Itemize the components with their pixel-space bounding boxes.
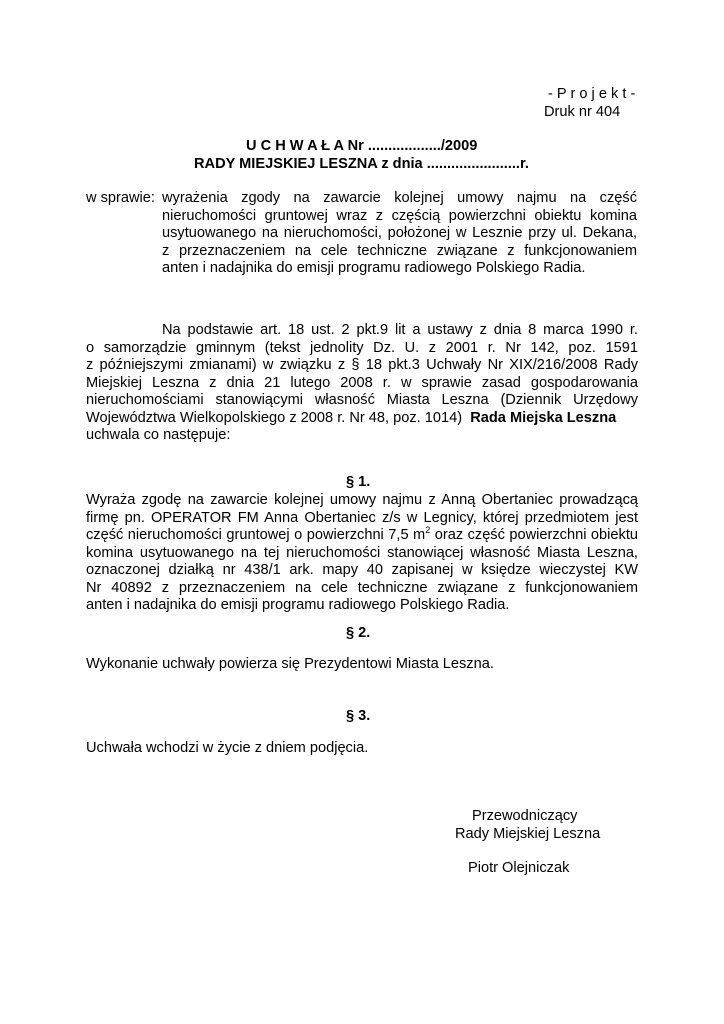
resolution-title: U C H W A Ł A Nr ................../2009 [246, 138, 478, 154]
subject-label: w sprawie: [86, 190, 155, 206]
preamble-last-line: uchwala co następuje: [86, 427, 231, 443]
section-1-line: Wyraża zgodę na zawarcie kolejnej umowy najmu z Anną Obertaniec prowadzącą [86, 492, 638, 508]
preamble-line-6 [86, 410, 638, 428]
section-1-line-3a: część nieruchomości gruntowej o powierzchni 7,5 m [86, 527, 426, 543]
subject-line: wyrażenia zgody na zawarcie kolejnej umowy najmu na część [162, 190, 637, 206]
subject-line: anten i nadajnika do emisji programu radiowego Polskiego Radia. [162, 260, 586, 276]
section-2-heading: § 2. [346, 625, 371, 641]
preamble-line: Miejskiej Leszna z dnia 21 lutego 2008 r. w sprawie zasad gospodarowania [86, 374, 638, 391]
preamble-line: nieruchomościami stanowiącymi własność Miasta Leszna (Dziennik Urzędowy [86, 392, 638, 408]
subject-line: z przeznaczeniem na cele techniczne związane z funkcjonowaniem [162, 242, 637, 259]
section-1-line: komina usytuowanego na tej nieruchomości stanowiącej własność Miasta Leszna, [86, 544, 638, 561]
project-label: - P r o j e k t - [548, 86, 636, 102]
signature-name: Piotr Olejniczak [468, 860, 570, 876]
preamble [86, 322, 638, 445]
superscript: 2 [425, 525, 431, 536]
preamble-line: o samorządzie gminnym (tekst jednolity Dz. U. z 2001 r. Nr 142, poz. 1591 [86, 339, 638, 356]
section-3-heading: § 3. [346, 708, 371, 724]
subject-line: usytuowanego na nieruchomości, położonej w Lesznie przy ul. Dekana, [162, 225, 637, 241]
subject-text [162, 190, 637, 278]
section-1-line: oznaczonej działką nr 438/1 ark. mapy 40 zapisanej w księdze wieczystej KW [86, 562, 638, 578]
preamble-line: Województwa Wielkopolskiego z 2008 r. Nr 48, poz. 1014) [86, 409, 463, 426]
section-1-body [86, 492, 638, 615]
signature-role: Przewodniczący [472, 808, 578, 824]
section-1-line: anten i nadajnika do emisji programu radiowego Polskiego Radia. [86, 597, 510, 613]
section-1-line: Nr 40892 z przeznaczeniem na cele techniczne związane z funkcjonowaniem [86, 579, 638, 596]
subject-line: nieruchomości gruntowej wraz z częścią powierzchni obiektu komina [162, 207, 637, 224]
council-name: Rada Miejska Leszna [470, 409, 617, 426]
section-2-text: Wykonanie uchwały powierza się Prezydentowi Miasta Leszna. [86, 656, 494, 672]
section-1-line: firmę pn. OPERATOR FM Anna Obertaniec z/s w Legnicy, której przedmiotem jest [86, 509, 638, 526]
section-1-line-3b: oraz część powierzchni obiektu [430, 527, 638, 543]
signature-body: Rady Miejskiej Leszna [455, 826, 601, 842]
section-3-text: Uchwała wchodzi w życie z dniem podjęcia. [86, 740, 369, 756]
preamble-line: Na podstawie art. 18 ust. 2 pkt.9 lit a ustawy z dnia 8 marca 1990 r. [162, 322, 638, 338]
section-1-line-3 [86, 527, 638, 545]
print-number: Druk nr 404 [544, 104, 621, 120]
resolution-subtitle: RADY MIEJSKIEJ LESZNA z dnia .......................r. [194, 156, 529, 172]
section-1-heading: § 1. [346, 474, 371, 490]
preamble-line: z późniejszymi zmianami) w związku z § 18 pkt.3 Uchwały Nr XIX/216/2008 Rady [86, 357, 638, 373]
